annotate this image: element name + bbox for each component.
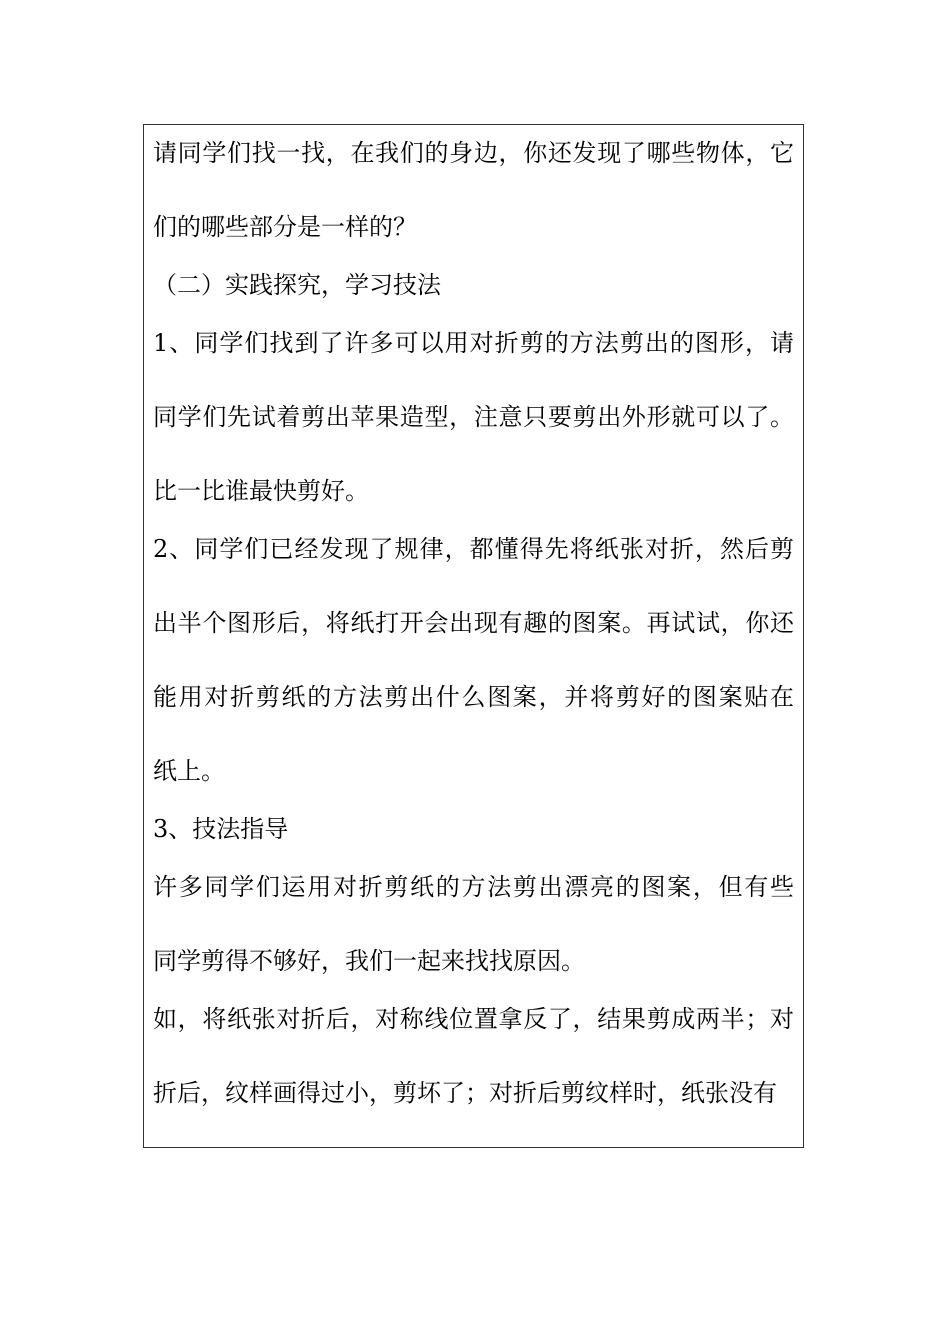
- table-cell: [143, 124, 804, 1148]
- document-body: [153, 133, 794, 1113]
- text-line: 们的哪些部分是一样的？: [153, 213, 417, 241]
- text-line: 如，将纸张对折后，对称线位置拿反了，结果剪成两半；对: [153, 1005, 794, 1033]
- paragraph: [153, 867, 794, 981]
- text-line: 2、同学们已经发现了规律，都懂得先将纸张对折，然后剪: [153, 535, 794, 563]
- text-line: 折后，纹样画得过小，剪坏了；对折后剪纹样时，纸张没有: [153, 1079, 777, 1107]
- paragraph: [153, 809, 794, 849]
- text-line: 出半个图形后，将纸打开会出现有趣的图案。再试试，你还: [153, 609, 794, 637]
- text-line: （二）实践探究，学习技法: [153, 271, 441, 299]
- text-line: 许多同学们运用对折剪纸的方法剪出漂亮的图案，但有些: [153, 873, 794, 901]
- text-line: 1、同学们找到了许多可以用对折剪的方法剪出的图形，请: [153, 329, 794, 357]
- text-line: 纸上。: [153, 757, 225, 785]
- paragraph: [153, 999, 794, 1113]
- text-line: 3、技法指导: [153, 815, 289, 843]
- paragraph: [153, 323, 794, 511]
- paragraph: [153, 529, 794, 791]
- text-line: 比一比谁最快剪好。: [153, 477, 369, 505]
- text-line: 同学剪得不够好，我们一起来找找原因。: [153, 947, 585, 975]
- text-line: 同学们先试着剪出苹果造型，注意只要剪出外形就可以了。: [153, 403, 794, 431]
- paragraph: [153, 265, 794, 305]
- paragraph: [153, 133, 794, 247]
- text-line: 请同学们找一找，在我们的身边，你还发现了哪些物体，它: [153, 139, 794, 167]
- text-line: 能用对折剪纸的方法剪出什么图案，并将剪好的图案贴在: [153, 683, 794, 711]
